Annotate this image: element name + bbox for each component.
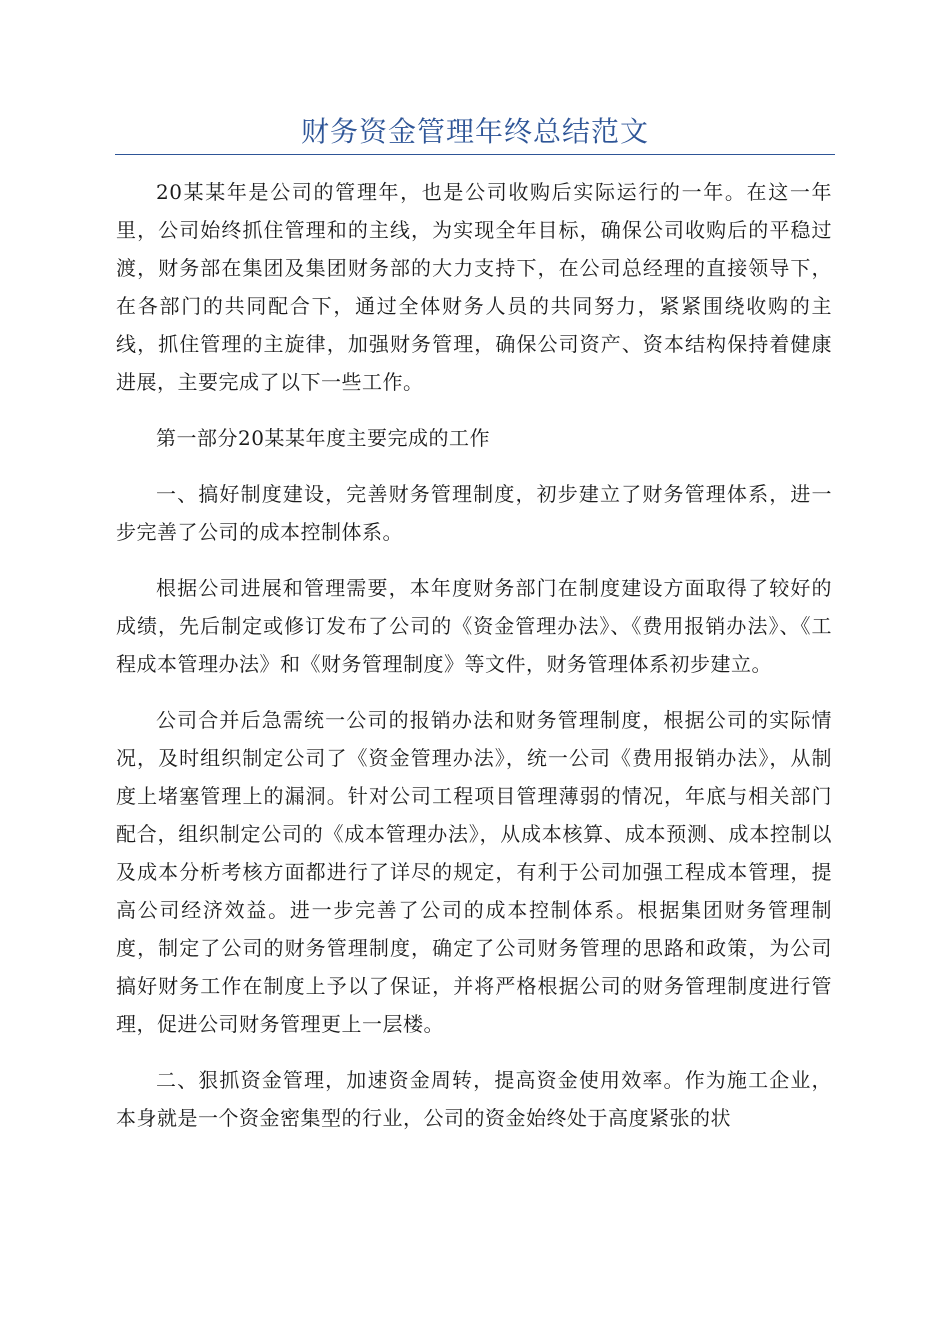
paragraph-merger-rules: 公司合并后急需统一公司的报销办法和财务管理制度，根据公司的实际情况，及时组织制定公司了《资金管理办法》，统一公司《费用报销办法》，从制度上堵塞管理上的漏洞。针对公司工程项目管理薄弱的情况，年底与相关部门配合，组织制定公司的《成本管理办法》，从成本核算、成本预测、成本控制以及成本分析考核方面都进行了详尽的规定，有利于公司加强工程成本管理，提高公司经济效益。进一步完善了公司的成本控制体系。根据集团财务管理制度，制定了公司的财务管理制度，确定了公司财务管理的思路和政策，为公司搞好财务工作在制度上予以了保证，并将严格根据公司的财务管理制度进行管理，促进公司财务管理更上一层楼。 xyxy=(116,708,832,1036)
paragraph-system-building: 根据公司进展和管理需要，本年度财务部门在制度建设方面取得了较好的成绩，先后制定或修订发布了公司的《资金管理办法》、《费用报销办法》、《工程成本管理办法》和《财务管理制度》等文件，财务管理体系初步建立。 xyxy=(116,576,832,676)
title-underline xyxy=(115,154,835,155)
section-heading: 第一部分20某某年度主要完成的工作 xyxy=(156,426,490,450)
document-title: 财务资金管理年终总结范文 xyxy=(300,115,649,148)
document-body xyxy=(116,173,832,1155)
paragraph-intro: 20某某年是公司的管理年，也是公司收购后实际运行的一年。在这一年里，公司始终抓住管理和的主线，为实现全年目标，确保公司收购后的平稳过渡，财务部在集团及集团财务部的大力支持下，在公司总经理的直接领导下，在各部门的共同配合下，通过全体财务人员的共同努力，紧紧围绕收购的主线，抓住管理的主旋律，加强财务管理，确保公司资产、资本结构保持着健康进展，主要完成了以下一些工作。 xyxy=(116,180,832,394)
paragraph-item-2: 二、狠抓资金管理，加速资金周转，提高资金使用效率。作为施工企业，本身就是一个资金密集型的行业，公司的资金始终处于高度紧张的状 xyxy=(116,1068,832,1130)
paragraph-item-1: 一、搞好制度建设，完善财务管理制度，初步建立了财务管理体系，进一步完善了公司的成本控制体系。 xyxy=(116,482,832,544)
